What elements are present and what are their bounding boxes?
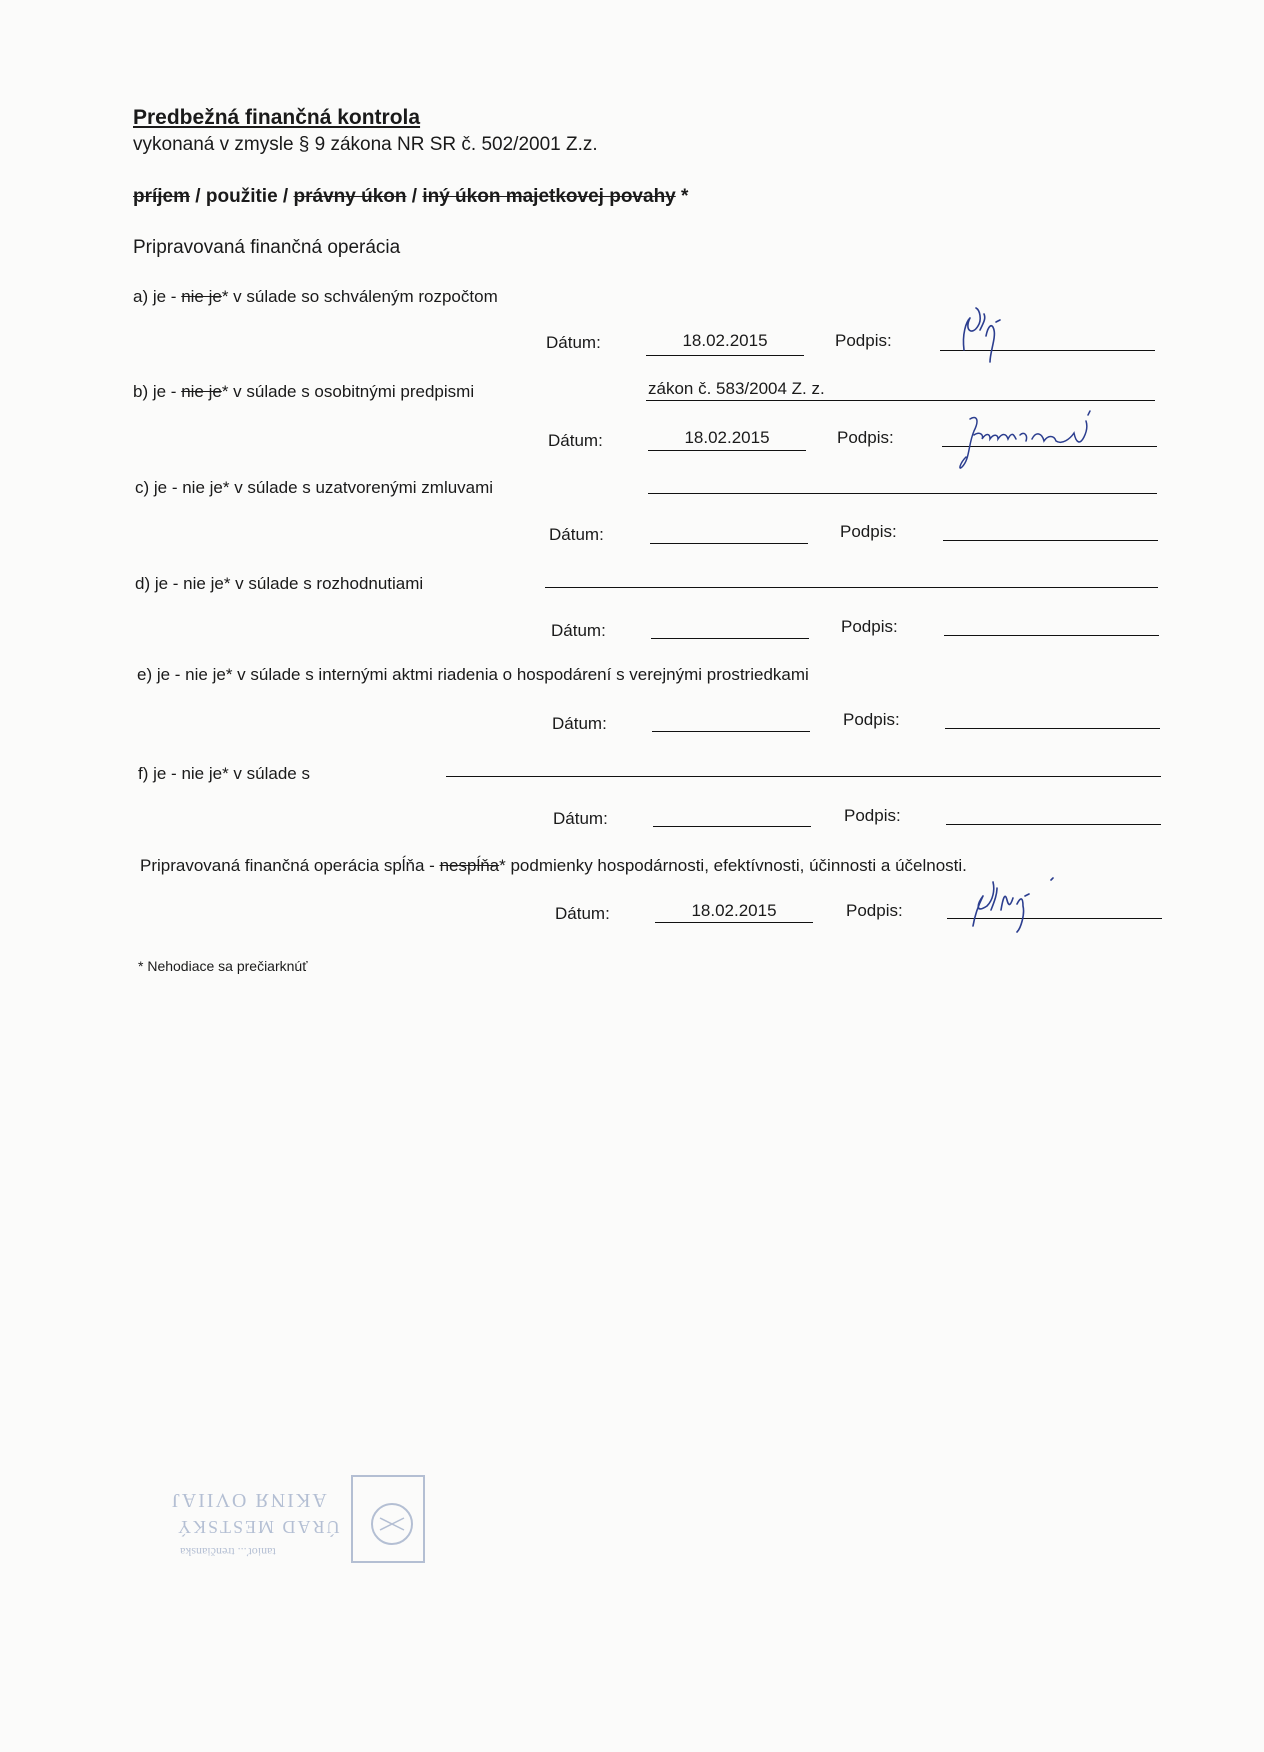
type-pravny-ukon: právny úkon (293, 186, 407, 207)
separator: / (406, 186, 423, 207)
final-date-value: 18.02.2015 (691, 901, 777, 920)
separator: / (277, 186, 294, 207)
final-negation: nespĺňa (439, 856, 500, 875)
item-d-signature-label: Podpis: (841, 617, 898, 636)
official-stamp (140, 1470, 440, 1610)
operation-types (133, 186, 688, 208)
item-b-date-value: 18.02.2015 (684, 428, 770, 447)
item-c-date-label: Dátum: (549, 525, 604, 544)
item-d-date-label: Dátum: (551, 621, 606, 640)
final-date-label: Dátum: (555, 904, 610, 923)
item-b-field-line (646, 400, 1155, 401)
item-e-signature-line (945, 728, 1160, 729)
item-a-date-value: 18.02.2015 (682, 331, 768, 350)
final-suffix: * podmienky hospodárnosti, efektívnosti, účinnosti a účelnosti. (499, 856, 967, 875)
item-f-field-line (446, 776, 1161, 777)
item-a-date-label: Dátum: (546, 333, 601, 352)
stamp-emblem (350, 1474, 430, 1574)
document-subtitle: vykonaná v zmysle § 9 zákona NR SR č. 502/2001 Z.z. (133, 134, 598, 155)
item-f-signature-label: Podpis: (844, 806, 901, 825)
separator: / (190, 186, 206, 207)
stamp-line-1: AKINЯ OVIIAJ (170, 1489, 327, 1511)
item-a-signature-label: Podpis: (835, 331, 892, 350)
item-b-suffix: * v súlade s osobitnými predpismi (221, 382, 475, 401)
item-a (133, 287, 498, 307)
item-c: c) je - nie je* v súlade s uzatvorenými zmluvami (135, 478, 494, 497)
item-c-field-line (648, 493, 1157, 494)
item-a-prefix: a) je - (133, 287, 182, 306)
intro-text: Pripravovaná finančná operácia (133, 237, 401, 258)
item-c-date-line (650, 543, 808, 544)
item-b-signature (950, 405, 1120, 475)
item-b-negation: nie je (181, 382, 222, 401)
item-a-negation: nie je (181, 287, 222, 306)
item-f-signature-line (946, 824, 1161, 825)
item-b-date-line (648, 450, 806, 451)
stamp-line-3: tanioť... trenčianska (180, 1545, 276, 1559)
item-b (133, 382, 474, 402)
item-e-signature-label: Podpis: (843, 710, 900, 729)
type-prijem: príjem (133, 186, 191, 207)
item-d-date-line (651, 638, 809, 639)
item-b-prefix: b) je - (133, 382, 182, 401)
item-c-signature-label: Podpis: (840, 522, 897, 541)
final-prefix: Pripravovaná finančná operácia spĺňa - (140, 856, 440, 875)
item-e-date-label: Dátum: (552, 714, 607, 733)
type-pouzitie: použitie (205, 186, 278, 207)
footnote: * Nehodiace sa prečiarknúť (138, 958, 308, 974)
item-b-date-label: Dátum: (548, 431, 603, 450)
item-a-signature (950, 300, 1020, 368)
final-signature (965, 870, 1075, 936)
item-e-date-line (652, 731, 810, 732)
item-f-date-label: Dátum: (553, 809, 608, 828)
item-d-field-line (545, 587, 1158, 588)
item-f: f) je - nie je* v súlade s (138, 764, 310, 783)
item-b-signature-label: Podpis: (837, 428, 894, 447)
item-a-suffix: * v súlade so schváleným rozpočtom (221, 287, 498, 306)
item-d: d) je - nie je* v súlade s rozhodnutiami (135, 574, 424, 593)
item-a-date-line (646, 355, 804, 356)
item-f-date-line (653, 826, 811, 827)
stamp-line-2: ÚRAD MESTSKÝ (176, 1517, 340, 1537)
item-b-field-value: zákon č. 583/2004 Z. z. (648, 379, 825, 398)
item-d-signature-line (944, 635, 1159, 636)
document-title: Predbežná finančná kontrola (133, 106, 421, 129)
item-c-signature-line (943, 540, 1158, 541)
final-date-line (655, 922, 813, 923)
final-statement (140, 856, 967, 876)
final-signature-label: Podpis: (846, 901, 903, 920)
item-e: e) je - nie je* v súlade s internými aktmi riadenia o hospodárení s verejnými prostriedkami (137, 665, 809, 684)
asterisk: * (675, 186, 689, 207)
type-iny-ukon: iný úkon majetkovej povahy (422, 186, 676, 207)
